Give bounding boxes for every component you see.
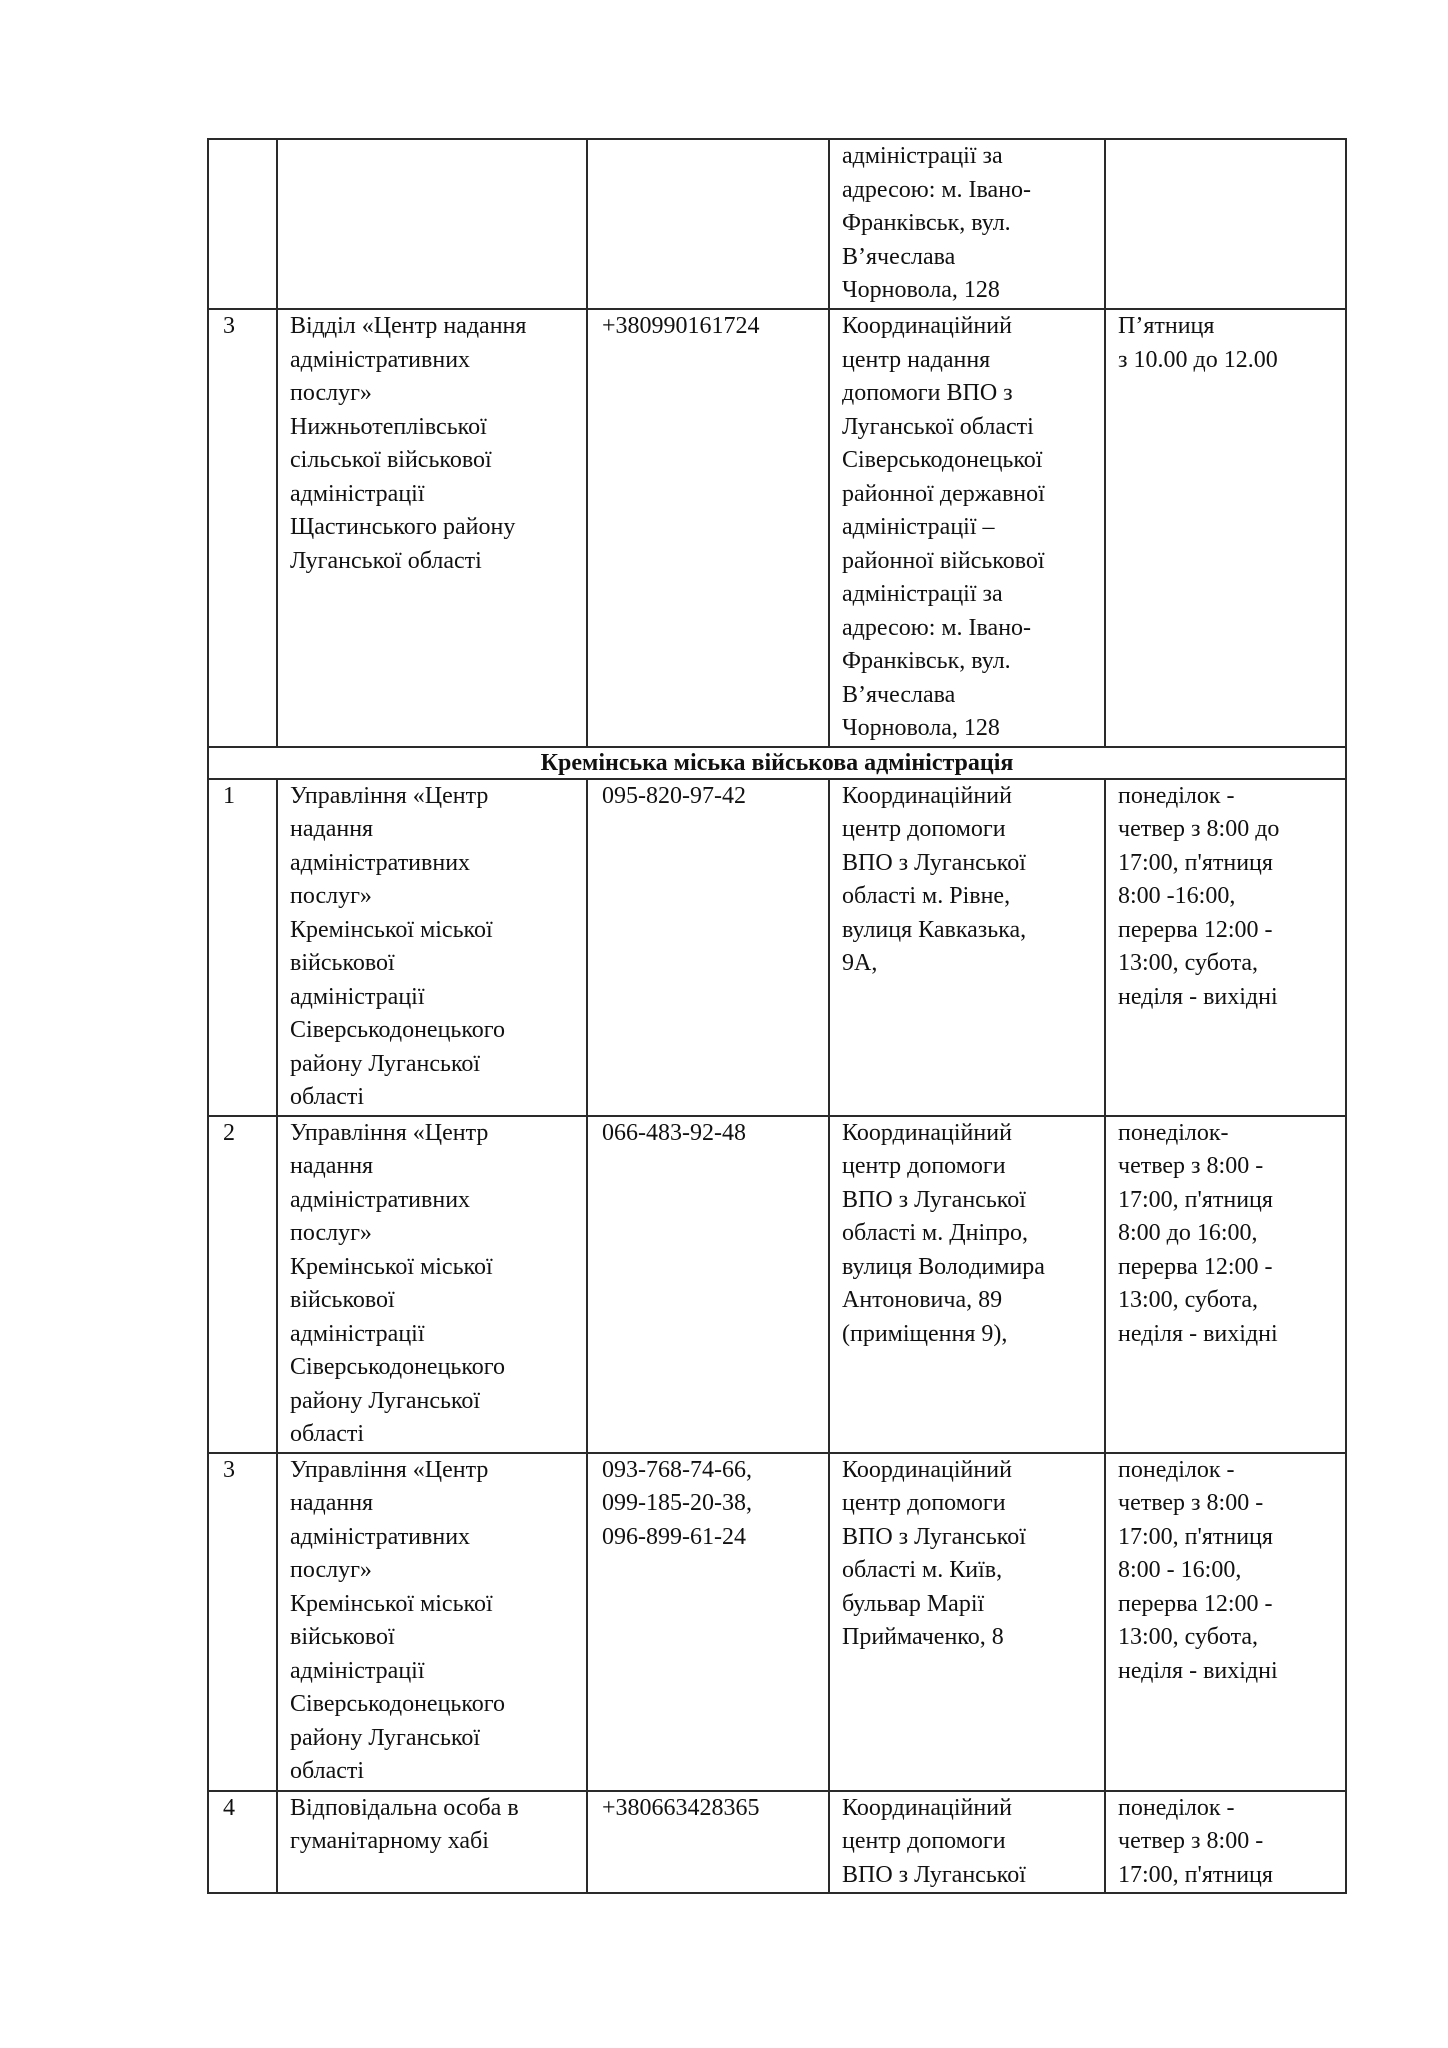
cell-address: Координаційний центр допомоги ВПО з Луганської області м. Дніпро, вулиця Володимира Антоновича, 89 (приміщення 9), [829, 1116, 1105, 1453]
cell-address: Координаційний центр надання допомоги ВПО з Луганської області Сіверськодонецької районної державної адміністрації – районної військової адміністрації за адресою: м. Івано- Франківськ, вул. В’ячеслава Чорновола, 128 [829, 309, 1105, 747]
cell-address: Координаційний центр допомоги ВПО з Луганської області м. Київ, бульвар Марії Приймаченко, 8 [829, 1453, 1105, 1791]
table-row [208, 1791, 1346, 1894]
table-row [208, 309, 1346, 747]
cell-number: 2 [208, 1116, 277, 1453]
cell-schedule [1105, 139, 1346, 309]
cell-number: 4 [208, 1791, 277, 1894]
cell-name [277, 139, 587, 309]
table-row-continued [208, 139, 1346, 309]
cell-phone [587, 139, 829, 309]
cell-phone: +380990161724 [587, 309, 829, 747]
table-row [208, 1116, 1346, 1453]
cell-phone: 066-483-92-48 [587, 1116, 829, 1453]
cell-schedule: П’ятниця з 10.00 до 12.00 [1105, 309, 1346, 747]
cell-number: 1 [208, 779, 277, 1116]
cell-number [208, 139, 277, 309]
table-row [208, 779, 1346, 1116]
cell-address: Координаційний центр допомоги ВПО з Луганської [829, 1791, 1105, 1894]
cell-phone: 093-768-74-66, 099-185-20-38, 096-899-61-24 [587, 1453, 829, 1791]
table-row [208, 1453, 1346, 1791]
cell-name: Управління «Центр надання адміністративних послуг» Кремінської міської військової адміністрації Сіверськодонецького району Луганської області [277, 1116, 587, 1453]
section-title: Кремінська міська військова адміністрація [208, 747, 1346, 779]
cell-address: адміністрації за адресою: м. Івано- Франківськ, вул. В’ячеслава Чорновола, 128 [829, 139, 1105, 309]
cell-phone: 095-820-97-42 [587, 779, 829, 1116]
cell-phone: +380663428365 [587, 1791, 829, 1894]
contacts-table [207, 138, 1347, 1894]
cell-schedule: понеділок- четвер з 8:00 - 17:00, п'ятниця 8:00 до 16:00, перерва 12:00 - 13:00, субота, неділя - вихідні [1105, 1116, 1346, 1453]
cell-name: Управління «Центр надання адміністративних послуг» Кремінської міської військової адміністрації Сіверськодонецького району Луганської області [277, 779, 587, 1116]
cell-number: 3 [208, 1453, 277, 1791]
cell-name: Управління «Центр надання адміністративних послуг» Кремінської міської військової адміністрації Сіверськодонецького району Луганської області [277, 1453, 587, 1791]
cell-address: Координаційний центр допомоги ВПО з Луганської області м. Рівне, вулиця Кавказька, 9А, [829, 779, 1105, 1116]
cell-number: 3 [208, 309, 277, 747]
cell-name: Відповідальна особа в гуманітарному хабі [277, 1791, 587, 1894]
section-header-row [208, 747, 1346, 779]
cell-schedule: понеділок - четвер з 8:00 - 17:00, п'ятниця [1105, 1791, 1346, 1894]
cell-schedule: понеділок - четвер з 8:00 - 17:00, п'ятниця 8:00 - 16:00, перерва 12:00 - 13:00, субота, неділя - вихідні [1105, 1453, 1346, 1791]
cell-schedule: понеділок - четвер з 8:00 до 17:00, п'ятниця 8:00 -16:00, перерва 12:00 - 13:00, субота, неділя - вихідні [1105, 779, 1346, 1116]
cell-name: Відділ «Центр надання адміністративних послуг» Нижньотеплівської сільської військової адміністрації Щастинського району Луганської області [277, 309, 587, 747]
